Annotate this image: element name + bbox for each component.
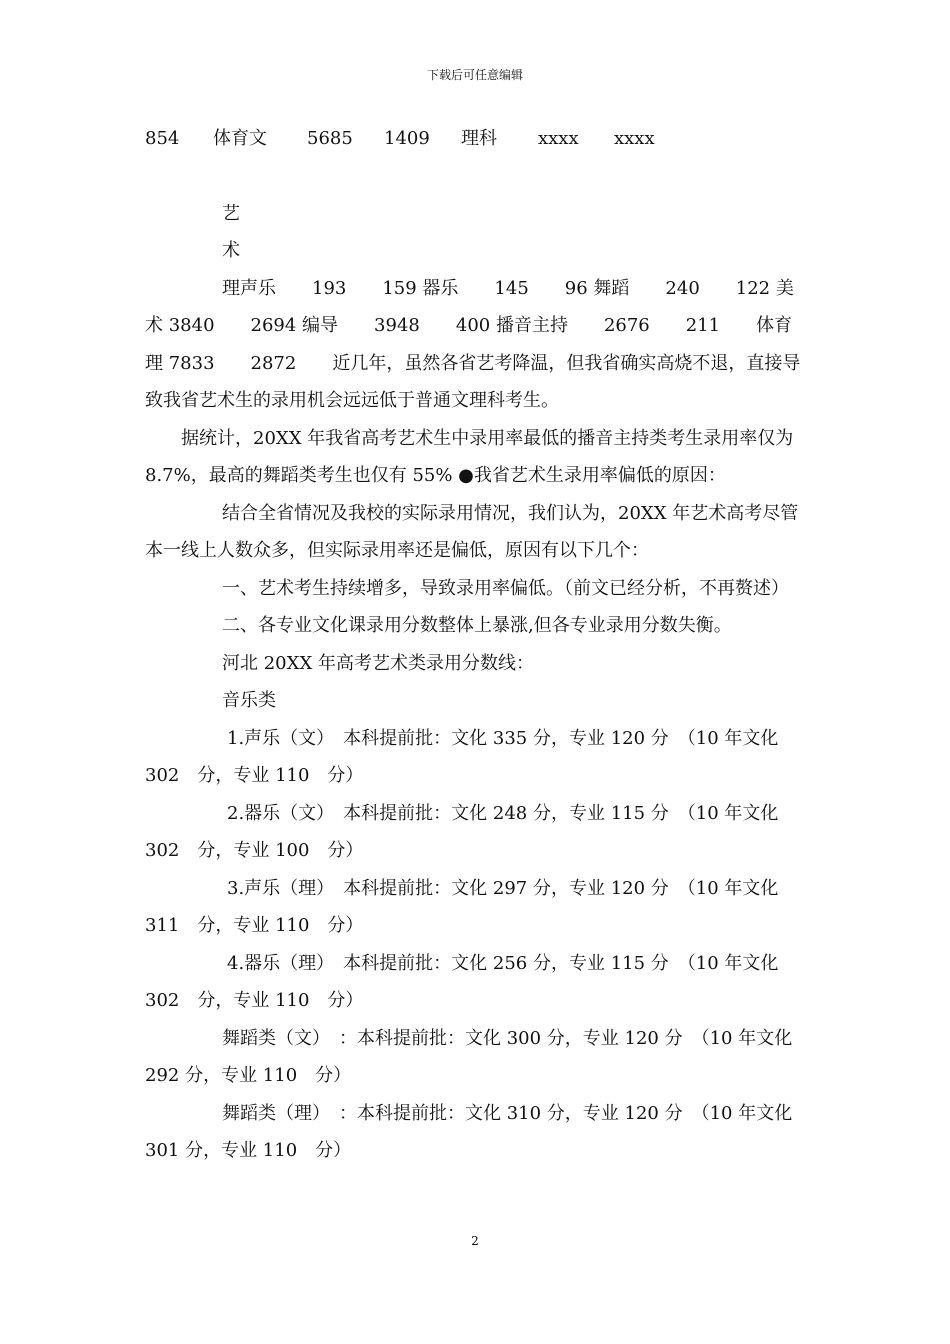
paragraph: 一、艺术考生持续增多，导致录用率偏低。（前文已经分析，不再赘述） xyxy=(222,577,789,599)
table-cell: xxxx xyxy=(538,128,579,149)
paragraph: 3.声乐（理） 本科提前批：文化 297 分，专业 120 分 （10 年文化 311 分，专业 110 分） xyxy=(145,877,779,936)
paragraph: 音乐类 xyxy=(222,690,276,711)
paragraph: 2.器乐（文） 本科提前批：文化 248 分，专业 115 分 （10 年文化 302 分，专业 100 分） xyxy=(145,802,779,861)
stacked-char: 艺 xyxy=(222,202,240,224)
paragraph: 4.器乐（理） 本科提前批：文化 256 分，专业 115 分 （10 年文化 302 分，专业 110 分） xyxy=(145,952,779,1011)
table-cell: 854 xyxy=(145,128,180,149)
paragraph: 1.声乐（文） 本科提前批：文化 335 分，专业 120 分 （10 年文化 302 分，专业 110 分） xyxy=(145,727,779,786)
table-cell: 体育文 xyxy=(213,128,267,149)
table-row xyxy=(145,120,807,158)
document-body xyxy=(145,120,807,1170)
paragraph: 据统计，20XX 年我省高考艺术生中录用率最低的播音主持类考生录用率仅为 8.7%，最高的舞蹈类考生也仅有 55% ●我省艺术生录用率偏低的原因： xyxy=(145,427,794,486)
table-cell: xxxx xyxy=(614,128,655,149)
table-cell: 理科 xyxy=(461,128,497,149)
paragraph: 二、各专业文化课录用分数整体上暴涨,但各专业录用分数失衡。 xyxy=(222,615,732,636)
paragraph: 舞蹈类（理） ：本科提前批：文化 310 分，专业 120 分 （10 年文化 301 分，专业 110 分） xyxy=(145,1102,793,1161)
stacked-char: 术 xyxy=(222,240,240,261)
table-cell: 5685 xyxy=(307,128,353,149)
table-cell: 1409 xyxy=(384,128,430,149)
paragraph: 理声乐 193 159 器乐 145 96 舞蹈 240 122 美术 3840 2694 编导 3948 400 播音主持 2676 211 体育理 7833 2872 近几年，虽然各省艺考降温，但我省确实高烧不退，直接导致我省艺术生的录用机会远远低于普通文理科考生。 xyxy=(145,277,801,411)
paragraph: 舞蹈类（文） ：本科提前批：文化 300 分，专业 120 分 （10 年文化 292 分，专业 110 分） xyxy=(145,1027,793,1086)
page-number: 2 xyxy=(471,1234,479,1248)
page-header: 下载后可任意编辑 xyxy=(426,68,523,82)
paragraph: 结合全省情况及我校的实际录用情况，我们认为，20XX 年艺术高考尽管本一线上人数众多，但实际录用率还是偏低，原因有以下几个： xyxy=(145,502,799,561)
paragraph: 河北 20XX 年高考艺术类录用分数线： xyxy=(222,652,534,674)
